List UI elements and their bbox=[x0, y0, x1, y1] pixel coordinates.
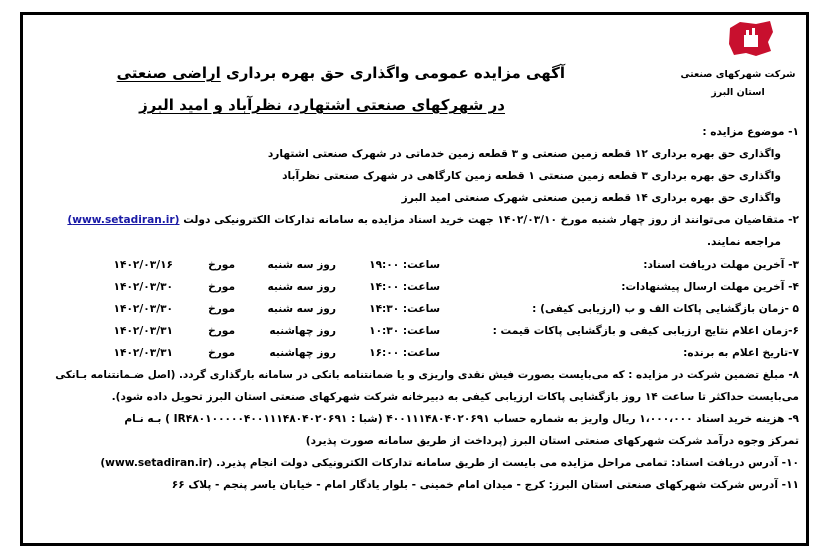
item-1-c: واگذاری حق بهره برداری ۱۴ قطعه زمین صنعتی شهرک صنعتی امید البرز bbox=[401, 192, 781, 204]
schedule-day: روز چهاشنبه bbox=[269, 325, 336, 337]
schedule-time: ساعت: ۱۶:۰۰ bbox=[369, 347, 440, 359]
schedule-label: ۷-تاریخ اعلام به برنده: bbox=[683, 347, 799, 359]
item-1-b: واگذاری حق بهره برداری ۳ قطعه زمین صنعتی ۱ قطعه زمین کارگاهی در شهرک صنعتی نظرآباد bbox=[282, 170, 781, 182]
schedule-date: ۱۴۰۲/۰۳/۳۰ bbox=[113, 303, 173, 315]
schedule-day: روز سه شنبه bbox=[267, 259, 336, 271]
schedule-time: ساعت: ۱۴:۳۰ bbox=[369, 303, 440, 315]
company-name bbox=[678, 66, 798, 102]
schedule-label: ۳- آخرین مهلت دریافت اسناد: bbox=[643, 259, 799, 271]
company-logo-icon bbox=[726, 18, 776, 58]
schedule-mwr: مورخ bbox=[208, 281, 235, 293]
schedule-label: ۵ -زمان بازگشایی پاکات الف و ب (ارزیابی کیفی) : bbox=[532, 303, 799, 315]
schedule-date: ۱۴۰۲/۰۳/۳۰ bbox=[113, 281, 173, 293]
schedule-label: ۶-زمان اعلام نتایج ارزیابی کیفی و بازگشایی پاکات قیمت : bbox=[492, 325, 799, 337]
item-9-b: تمرکز وجوه درآمد شرکت شهرکهای صنعتی استان البرز (پرداخت از طریق سامانه صورت پذیرد) bbox=[305, 435, 799, 447]
schedule-mwr: مورخ bbox=[208, 347, 235, 359]
item-9-a: ۹- هزینه خرید اسناد ۱،۰۰۰،۰۰۰ ریال واریز به شماره حساب ۴۰۰۱۱۱۴۸۰۴۰۲۰۶۹۱ (شبا : IR۴۸۰۱۰۰۰۰۰۴۰۰۱۱۱۴۸۰۴۰۲۰۶۹۱ ) بـه نـام bbox=[124, 413, 799, 425]
setadiran-link[interactable]: (www.setadiran.ir) bbox=[67, 214, 180, 226]
notice-title-part1: آگهی مزایده عمومی واگذاری حق بهره برداری bbox=[220, 64, 565, 82]
schedule-label: ۴- آخرین مهلت ارسال پیشنهادات: bbox=[621, 281, 799, 293]
notice-title bbox=[116, 64, 565, 82]
schedule-day: روز سه شنبه bbox=[267, 281, 336, 293]
schedule-time: ساعت: ۱۰:۳۰ bbox=[369, 325, 440, 337]
item-2-b: مراجعه نمایند. bbox=[706, 236, 781, 248]
schedule-date: ۱۴۰۲/۰۳/۳۱ bbox=[113, 347, 173, 359]
schedule-date: ۱۴۰۲/۰۳/۳۱ bbox=[113, 325, 173, 337]
item-2-text: ۲- متقاضیان می‌توانند از روز چهار شنبه مورخ ۱۴۰۲/۰۳/۱۰ جهت خرید اسناد مزایده به سامانه تدارکات الکترونیکی دولت bbox=[183, 214, 799, 226]
schedule-date: ۱۴۰۲/۰۳/۱۶ bbox=[113, 259, 173, 271]
schedule-time: ساعت: ۱۴:۰۰ bbox=[369, 281, 440, 293]
notice-subtitle: در شهرکهای صنعتی اشتهارد، نظرآباد و امید البرز bbox=[139, 96, 505, 114]
item-1: ۱- موضوع مزایده : bbox=[702, 126, 799, 138]
notice-title-part2: اراضی صنعتی bbox=[116, 64, 221, 82]
item-1-a: واگذاری حق بهره برداری ۱۲ قطعه زمین صنعتی و ۳ قطعه زمین خدماتی در شهرک صنعتی اشتهارد bbox=[267, 148, 781, 160]
item-11: ۱۱- آدرس شرکت شهرکهای صنعتی استان البرز: کرج - میدان امام خمینی - بلوار یادگار امام - خیابان یاسر پنجم - پلاک ۶۶ bbox=[171, 479, 799, 491]
schedule-day: روز چهاشنبه bbox=[269, 347, 336, 359]
item-2 bbox=[67, 214, 799, 226]
item-8-b: می‌بایست حداکثر تا ساعت ۱۴ روز بازگشایی پاکات ارزیابی کیفی به دبیرخانه شرکت شهرکهای صنعتی استان البرز تحویل داده شود). bbox=[111, 391, 799, 403]
item-10: ۱۰- آدرس دریافت اسناد: تمامی مراحل مزایده می بایست از طریق سامانه تدارکات الکترونیکی دولت انجام پذیرد. (www.setadiran.ir) bbox=[100, 457, 799, 469]
schedule-mwr: مورخ bbox=[208, 303, 235, 315]
company-name-line2: استان البرز bbox=[711, 87, 765, 98]
schedule-day: روز سه شنبه bbox=[267, 303, 336, 315]
company-name-line1: شرکت شهرکهای صنعتی bbox=[680, 69, 796, 80]
schedule-mwr: مورخ bbox=[208, 259, 235, 271]
item-8-a: ۸- مبلغ تضمین شرکت در مزایده : که می‌بایست بصورت فیش نقدی واریزی و یا ضمانتنامه بانکی در سامانه بارگذاری گردد. (اصل ضـمانتنامه بـانکی bbox=[55, 369, 799, 381]
schedule-time: ساعت: ۱۹:۰۰ bbox=[369, 259, 440, 271]
schedule-mwr: مورخ bbox=[208, 325, 235, 337]
